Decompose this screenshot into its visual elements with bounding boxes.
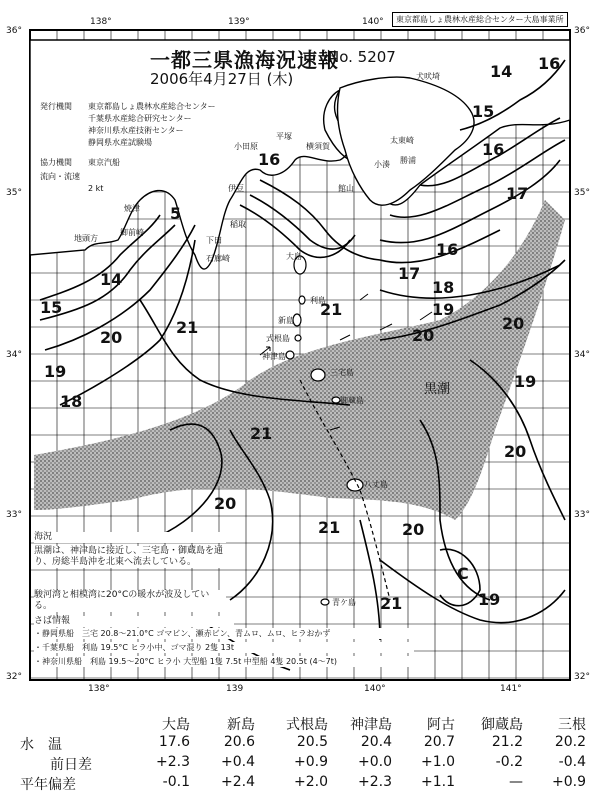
column-header: 阿古 <box>427 717 455 733</box>
place-label: 利島 <box>310 296 326 305</box>
isotherm-label: 19 <box>478 590 501 609</box>
table-cell: 20.4 <box>360 734 392 750</box>
legend-current: 流向・流速 <box>40 172 80 181</box>
saba-line: ・神奈川県船 利島 19.5～20°C ヒラ小 大型船 1隻 7.5t 中型船 4隻 20.5t (4～7t) <box>34 656 414 667</box>
lat-label: 35° <box>574 188 590 198</box>
issuer-org-2: 千葉県水産総合研究センター <box>88 114 192 123</box>
table-cell: +1.0 <box>421 754 455 770</box>
table-cell: +0.4 <box>221 754 255 770</box>
isotherm-label: 15 <box>40 298 63 317</box>
place-label: 大島 <box>286 252 302 261</box>
table-cell: +2.0 <box>294 774 328 790</box>
table-cell: 21.2 <box>491 734 523 750</box>
kuroshio-label: 黒潮 <box>424 382 451 397</box>
table-cell: 20.2 <box>554 734 586 750</box>
saba-line: ・千葉県船 利島 19.5°C ヒラ小中、ゴマ混り 2隻 13t <box>34 642 414 653</box>
lon-label: 139 <box>226 684 244 694</box>
row-header: 平年偏差 <box>20 777 76 793</box>
isotherm-label: 14 <box>490 62 513 81</box>
place-label: 伊豆 <box>228 184 244 193</box>
table-cell: -0.1 <box>162 774 190 790</box>
issue-number: No. 5207 <box>328 48 396 66</box>
row-header: 水 温 <box>20 737 62 753</box>
column-header: 三根 <box>558 717 586 733</box>
isotherm-label: 20 <box>504 442 527 461</box>
isotherm-label: 16 <box>538 54 561 73</box>
table-cell: 20.5 <box>296 734 328 750</box>
place-label: 青ケ島 <box>332 598 356 607</box>
isotherm-label: 19 <box>432 300 455 319</box>
place-label: 石廊崎 <box>206 254 230 263</box>
place-label: 小田原 <box>234 142 258 151</box>
table-cell: 20.7 <box>423 734 455 750</box>
corner-org-box: 東京都島しょ農林水産総合センター大島事業所 <box>392 12 568 27</box>
issuers-heading: 発行機関 <box>40 102 72 111</box>
isotherm-label: 20 <box>214 494 237 513</box>
issue-date: 2006年4月27日 (木) <box>150 70 294 88</box>
column-header: 神津島 <box>350 717 392 733</box>
column-header: 大島 <box>162 717 190 733</box>
column-header: 新島 <box>227 717 255 733</box>
cold-water-label: C <box>457 564 469 583</box>
lat-label: 35° <box>6 188 22 198</box>
isotherm-label: 16 <box>482 140 505 159</box>
place-label: 地頭方 <box>74 234 98 243</box>
isotherm-label: 17 <box>398 264 421 283</box>
kaikyo-text: 黒潮は、神津島に接近し、三宅島・御蔵島を通り、房総半島沖を北東へ流去している。 <box>34 546 226 568</box>
table-cell: +2.3 <box>358 774 392 790</box>
place-label: 稲取 <box>230 220 246 229</box>
lat-label: 34° <box>6 350 22 360</box>
place-label: 太東崎 <box>390 136 414 145</box>
saba-heading: さば情報 <box>34 616 234 627</box>
place-label: 焼津 <box>124 204 140 213</box>
place-label: 館山 <box>338 184 354 193</box>
isotherm-label: 21 <box>250 424 273 443</box>
place-label: 犬吠埼 <box>416 72 440 81</box>
column-header: 式根島 <box>286 717 328 733</box>
isotherm-label: 19 <box>44 362 67 381</box>
lon-label: 138° <box>90 17 112 27</box>
isotherm-label: 21 <box>380 594 403 613</box>
isotherm-label: 19 <box>514 372 537 391</box>
issuer-org-3: 神奈川県水産技術センター <box>88 126 184 135</box>
lat-label: 33° <box>6 510 22 520</box>
isotherm-label: 14 <box>100 270 123 289</box>
suruga-text: 駿河湾と相模湾に20°Cの暖水が波及している。 <box>34 590 226 612</box>
isotherm-label: 16 <box>436 240 459 259</box>
place-label: 下田 <box>206 236 222 245</box>
isotherm-label: 21 <box>318 518 341 537</box>
isotherm-label: 17 <box>506 184 529 203</box>
place-label: 小湊 <box>374 160 390 169</box>
table-row <box>20 734 590 754</box>
isotherm-label: 18 <box>60 392 83 411</box>
table-cell: 20.6 <box>223 734 255 750</box>
chart-title: 一都三県漁海況速報 <box>150 48 339 72</box>
isotherm-label: 15 <box>472 102 495 121</box>
place-label: 式根島 <box>266 334 290 343</box>
lon-label: 140° <box>364 684 386 694</box>
saba-line: ・静岡県船 三宅 20.8～21.0°C ゴマビン、瀬赤ビン、青ムロ、ムロ、ヒラおかず <box>34 628 414 639</box>
isotherm-label: 5 <box>170 204 182 223</box>
table-row <box>20 754 590 774</box>
row-header: 前日差 <box>50 757 92 773</box>
place-label: 横須賀 <box>306 142 330 151</box>
table-cell: -0.2 <box>495 754 523 770</box>
place-label: 御蔵島 <box>340 396 364 405</box>
place-label: 御前崎 <box>120 228 144 237</box>
lat-label: 34° <box>574 350 590 360</box>
isotherm-label: 20 <box>100 328 123 347</box>
table-cell: +0.9 <box>552 774 586 790</box>
isotherm-label: 21 <box>320 300 343 319</box>
issuer-org-1: 東京都島しょ農林水産総合センター <box>88 102 216 111</box>
lat-label: 32° <box>574 672 590 682</box>
table-row <box>20 774 590 794</box>
isotherm-label: 21 <box>176 318 199 337</box>
table-cell: 17.6 <box>158 734 190 750</box>
lon-label: 140° <box>362 17 384 27</box>
isotherm-label: 20 <box>402 520 425 539</box>
table-cell: -0.4 <box>558 754 586 770</box>
place-label: 八丈島 <box>364 480 388 489</box>
isotherm-label: 20 <box>412 326 435 345</box>
column-header: 御蔵島 <box>481 717 523 733</box>
place-label: 新島 <box>278 316 294 325</box>
place-label: 平塚 <box>276 132 292 141</box>
isotherm-label: 20 <box>502 314 525 333</box>
lat-label: 36° <box>574 26 590 36</box>
table-cell: +0.9 <box>294 754 328 770</box>
lat-label: 33° <box>574 510 590 520</box>
isotherm-label: 18 <box>432 278 455 297</box>
lat-label: 36° <box>6 26 22 36</box>
isotherm-label: 16 <box>258 150 281 169</box>
table-header-row <box>20 714 590 734</box>
table-cell: +2.3 <box>156 754 190 770</box>
issuer-org-4: 静岡県水産試験場 <box>88 138 152 147</box>
table-cell: +0.0 <box>358 754 392 770</box>
kaikyo-heading: 海況 <box>34 532 226 543</box>
lon-label: 141° <box>500 684 522 694</box>
coop-heading: 協力機関 <box>40 158 72 167</box>
place-label: 神津島 <box>262 352 286 361</box>
lon-label: 138° <box>88 684 110 694</box>
table-cell: +2.4 <box>221 774 255 790</box>
table-cell: +1.1 <box>421 774 455 790</box>
legend-speed: 2 kt <box>88 184 104 193</box>
lon-label: 139° <box>228 17 250 27</box>
place-label: 勝浦 <box>400 156 416 165</box>
coop-org: 東京汽船 <box>88 158 120 167</box>
place-label: 三宅島 <box>330 368 354 377</box>
table-cell: — <box>509 774 523 790</box>
lat-label: 32° <box>6 672 22 682</box>
water-temp-table <box>20 714 590 794</box>
